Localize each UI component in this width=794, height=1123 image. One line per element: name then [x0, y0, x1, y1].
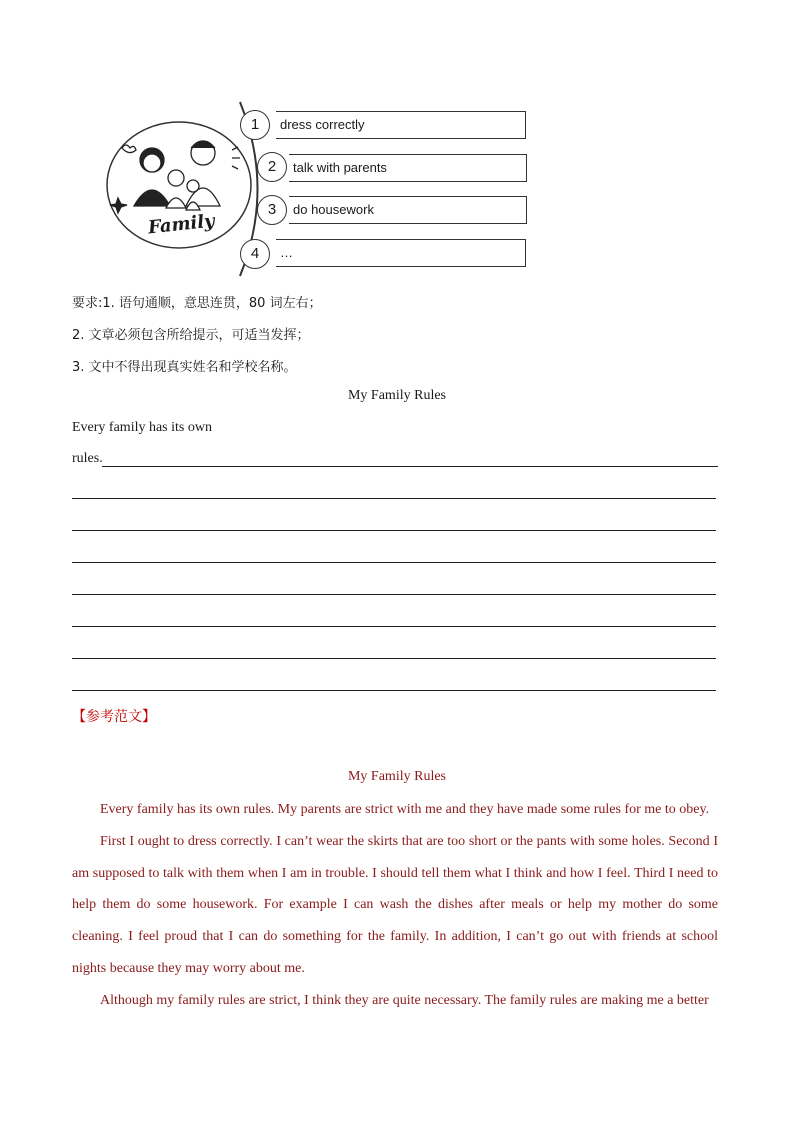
writing-line[interactable]: [72, 626, 716, 627]
requirement-3: 3. 文中不得出现真实姓名和学校名称。: [72, 360, 297, 375]
hint-number-3: 3: [257, 195, 287, 225]
writing-line[interactable]: [72, 658, 716, 659]
task-title: My Family Rules: [347, 388, 446, 403]
hint-box-more: [276, 239, 526, 267]
requirement-2: 2. 文章必须包含所给提示，可适当发挥；: [72, 328, 310, 343]
hint-box-dress-correctly: [276, 111, 526, 139]
starter-line-1: Every family has its own: [72, 420, 212, 435]
hint-number-1: 1: [240, 110, 270, 140]
hint-text: talk with parents: [293, 160, 387, 175]
hint-text: dress correctly: [280, 117, 365, 132]
writing-line[interactable]: [102, 466, 718, 467]
writing-line[interactable]: [72, 562, 716, 563]
answer-paragraph-3: Although my family rules are strict, I think they are quite necessary. The family rules are making me a better: [100, 993, 709, 1008]
answer-paragraph-2: First I ought to dress correctly. I can’t wear the skirts that are too short or the pants with some holes. Second I am supposed to talk with them when I am in trouble. I should tell them what I think and how I feel. Third I need to help them do some housework. For example I can wash the dishes after meals or help my mother do some cleaning. I feel proud that I can do something for the family. In addition, I can’t go out with friends at school nights because they may worry about me.: [72, 834, 718, 976]
hint-text: do housework: [293, 202, 374, 217]
hint-text: …: [280, 245, 293, 260]
answer-paragraph-1: Every family has its own rules. My parents are strict with me and they have made some rules for me to obey.: [100, 802, 710, 817]
starter-line-2: rules.: [72, 451, 103, 466]
writing-line[interactable]: [72, 498, 716, 499]
answer-title: My Family Rules: [347, 769, 446, 784]
family-rules-figure: [100, 98, 530, 280]
hint-number-2: 2: [257, 152, 287, 182]
family-label: Family: [147, 210, 216, 239]
hint-box-talk-with-parents: [289, 154, 527, 182]
family-illustration: [110, 141, 240, 213]
writing-line[interactable]: [72, 690, 716, 691]
hint-number-4: 4: [240, 239, 270, 269]
writing-line[interactable]: [72, 594, 716, 595]
hint-box-do-housework: [289, 196, 527, 224]
reference-answer-heading: 【参考范文】: [72, 709, 156, 725]
requirement-1: 要求:1. 语句通顺，意思连贯，80 词左右；: [72, 296, 322, 311]
writing-line[interactable]: [72, 530, 716, 531]
